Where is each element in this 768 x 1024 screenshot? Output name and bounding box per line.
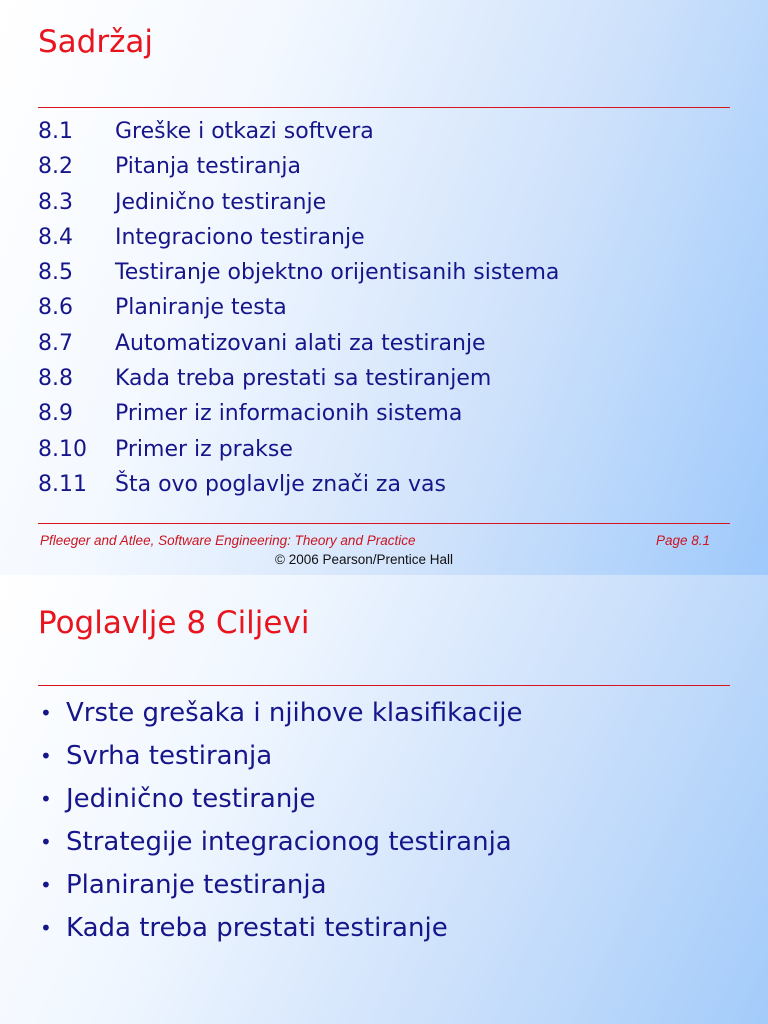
table-of-contents <box>38 114 559 502</box>
list-item <box>40 778 522 821</box>
toc-number: 8.6 <box>38 295 73 321</box>
slide-objectives <box>0 575 768 1024</box>
footer-divider <box>38 523 730 524</box>
toc-item <box>38 220 559 255</box>
toc-label: Integraciono testiranje <box>115 224 365 250</box>
toc-label: Jedinično testiranje <box>115 189 327 215</box>
footer-copyright: © 2006 Pearson/Prentice Hall <box>275 552 454 567</box>
toc-label: Primer iz prakse <box>115 436 293 462</box>
toc-label: Šta ovo poglavlje znači za vas <box>115 471 446 497</box>
toc-label: Automatizovani alati za testiranje <box>115 330 486 356</box>
bullet-icon: • <box>40 916 52 940</box>
bullet-icon: • <box>40 701 52 725</box>
bullet-icon: • <box>40 787 52 811</box>
list-item <box>40 821 522 864</box>
toc-number: 8.2 <box>38 154 73 180</box>
toc-item <box>38 361 559 396</box>
toc-number: 8.3 <box>38 189 73 215</box>
footer-page-number: Page 8.1 <box>656 533 711 548</box>
toc-label: Planiranje testa <box>115 295 287 321</box>
toc-number: 8.10 <box>38 436 87 462</box>
bullet-icon: • <box>40 873 52 897</box>
toc-number: 8.1 <box>38 119 73 144</box>
objective-text: Vrste grešaka i njihove klasifikacije <box>66 698 523 728</box>
objective-text: Kada treba prestati testiranje <box>66 913 448 943</box>
list-item <box>40 864 522 907</box>
list-item <box>40 735 522 778</box>
toc-item <box>38 290 559 325</box>
toc-item <box>38 432 559 467</box>
toc-item <box>38 185 559 220</box>
slide-title: Poglavlje 8 Ciljevi <box>38 605 310 641</box>
toc-number: 8.5 <box>38 260 73 286</box>
title-divider <box>38 107 730 108</box>
toc-number: 8.7 <box>38 330 73 356</box>
bullet-icon: • <box>40 830 52 854</box>
toc-label: Kada treba prestati sa testiranjem <box>115 366 492 392</box>
list-item <box>40 692 522 735</box>
title-divider <box>38 685 730 686</box>
objective-text: Jedinično testiranje <box>66 784 316 814</box>
toc-item <box>38 114 559 149</box>
toc-item <box>38 149 559 184</box>
objective-text: Strategije integracionog testiranja <box>66 827 512 857</box>
toc-number: 8.4 <box>38 224 73 250</box>
objectives-list <box>40 692 522 950</box>
bullet-icon: • <box>40 744 52 768</box>
footer-source: Pfleeger and Atlee, Software Engineering: Theory and Practice <box>40 533 416 548</box>
objective-text: Svrha testiranja <box>66 741 273 771</box>
objective-text: Planiranje testiranja <box>66 870 327 900</box>
slide-title: Sadržaj <box>38 24 153 60</box>
toc-label: Primer iz informacionih sistema <box>115 401 463 427</box>
toc-item <box>38 326 559 361</box>
toc-label: Greške i otkazi softvera <box>115 119 374 144</box>
toc-number: 8.11 <box>38 471 87 497</box>
list-item <box>40 907 522 950</box>
toc-item <box>38 467 559 502</box>
toc-label: Testiranje objektno orijentisanih sistema <box>115 260 560 286</box>
toc-number: 8.9 <box>38 401 73 427</box>
toc-item <box>38 255 559 290</box>
toc-item <box>38 396 559 431</box>
toc-number: 8.8 <box>38 366 73 392</box>
toc-label: Pitanja testiranja <box>115 154 301 180</box>
